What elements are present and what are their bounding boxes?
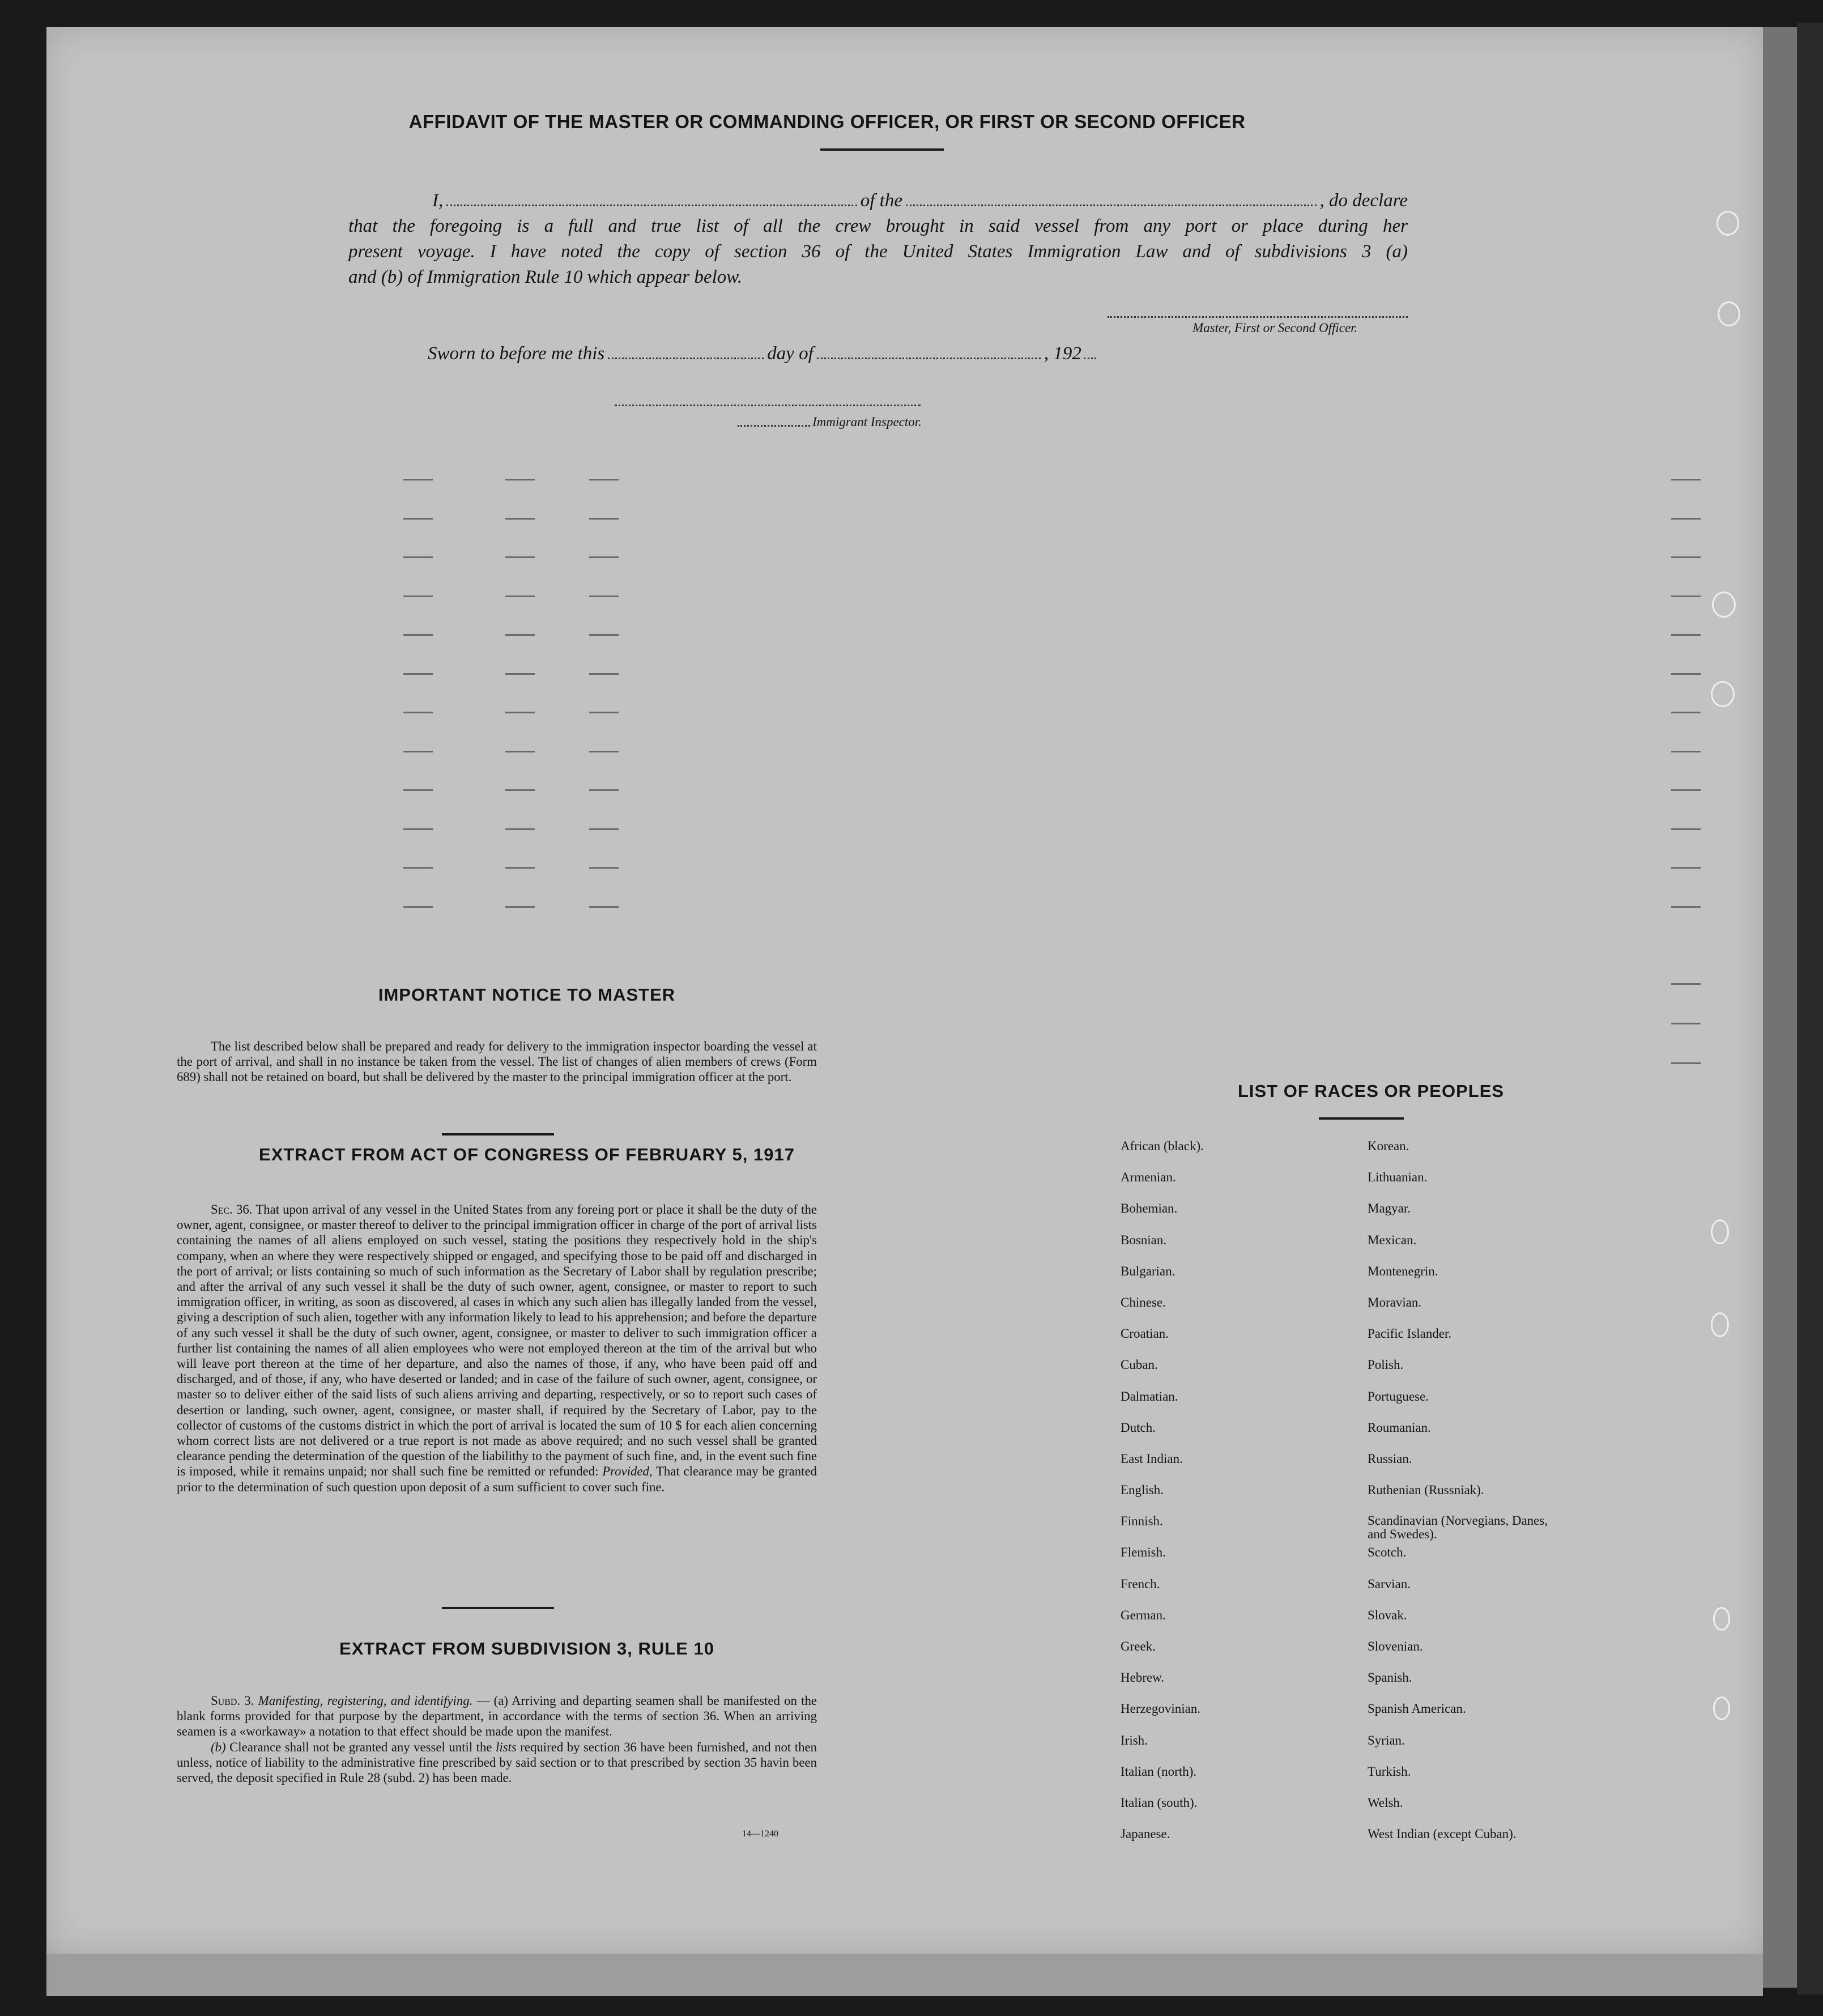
dash-mark bbox=[505, 751, 535, 752]
dash-mark bbox=[589, 789, 619, 791]
race-item: Italian (north). bbox=[1121, 1764, 1197, 1779]
dash-mark bbox=[589, 634, 619, 636]
race-item: Spanish American. bbox=[1368, 1702, 1466, 1716]
race-item: Bohemian. bbox=[1121, 1201, 1178, 1216]
provided-label: Provided, bbox=[602, 1464, 653, 1479]
dash-mark bbox=[589, 518, 619, 520]
dash-mark bbox=[1671, 906, 1701, 908]
dash-mark bbox=[1671, 751, 1701, 752]
affidavit-text-line: that the foregoing is a full and true list of all the crew brought in said vessel from any port or place during her bbox=[348, 216, 1408, 236]
notice-paragraph: The list described below shall be prepared and ready for delivery to the immigration inspector boarding the vessel at the port of arrival, and shall in no instance be taken from the vessel. The list of changes of alien members of crews (Form 689) shall not be retained on board, but shall be delivered by the master to the principal immigration officer at the port. bbox=[177, 1039, 817, 1084]
para-b-pre: Clearance shall not be granted any vessel until the bbox=[229, 1739, 492, 1754]
race-item: West Indian (except Cuban). bbox=[1368, 1827, 1517, 1841]
punch-hole-mark bbox=[1711, 1312, 1729, 1337]
dash-mark bbox=[403, 906, 433, 908]
race-item: Cuban. bbox=[1121, 1358, 1158, 1372]
race-item: Ruthenian (Russniak). bbox=[1368, 1483, 1484, 1498]
affidavit-of-label: of the bbox=[860, 190, 902, 211]
dash-mark bbox=[1671, 673, 1701, 675]
race-item: Croatian. bbox=[1121, 1326, 1169, 1341]
punch-hole-mark bbox=[1713, 1696, 1730, 1720]
sworn-year-label: , 192 bbox=[1043, 343, 1081, 364]
race-item: Dutch. bbox=[1121, 1420, 1156, 1435]
notice-title: IMPORTANT NOTICE TO MASTER bbox=[378, 985, 676, 1005]
dash-mark bbox=[589, 867, 619, 869]
dash-mark bbox=[505, 634, 535, 636]
vessel-name-field[interactable] bbox=[906, 191, 1317, 206]
dash-mark bbox=[1671, 867, 1701, 869]
dash-mark bbox=[403, 479, 433, 480]
act-extract-text bbox=[177, 1202, 817, 1495]
affidavit-text-line: present voyage. I have noted the copy of section 36 of the United States Immigration Law and of subdivisions 3 (a) bbox=[348, 241, 1408, 262]
sworn-day-field[interactable] bbox=[608, 344, 764, 359]
race-item: Syrian. bbox=[1368, 1733, 1405, 1747]
section-rule bbox=[442, 1607, 554, 1609]
dash-mark bbox=[1671, 712, 1701, 713]
section-rule bbox=[442, 1133, 554, 1135]
races-right-column bbox=[1368, 1139, 1605, 1858]
affidavit-declaration-line bbox=[348, 188, 1408, 214]
punch-hole-mark bbox=[1713, 1607, 1730, 1631]
race-item: Welsh. bbox=[1368, 1795, 1403, 1810]
dash-mark bbox=[403, 518, 433, 520]
sworn-prefix: Sworn to before me this bbox=[428, 343, 605, 364]
inspector-signature-field[interactable] bbox=[615, 403, 921, 406]
dash-mark bbox=[589, 596, 619, 597]
section-label: Sec. 36. bbox=[211, 1202, 253, 1217]
dash-mark bbox=[403, 712, 433, 713]
dash-mark bbox=[1671, 789, 1701, 791]
form-number: 14—1240 bbox=[742, 1829, 778, 1839]
dash-mark bbox=[505, 712, 535, 713]
sworn-day-label: day of bbox=[767, 343, 813, 364]
race-item: East Indian. bbox=[1121, 1451, 1183, 1466]
para-b-label: (b) bbox=[211, 1739, 226, 1754]
scan-border bbox=[1797, 23, 1823, 1994]
dash-mark bbox=[505, 596, 535, 597]
race-item: Slovak. bbox=[1368, 1607, 1407, 1622]
act-extract-paragraph bbox=[177, 1202, 817, 1495]
race-item: Bulgarian. bbox=[1121, 1264, 1175, 1278]
rule-extract-text bbox=[177, 1693, 817, 1785]
race-item: Magyar. bbox=[1368, 1201, 1411, 1216]
race-item: German. bbox=[1121, 1607, 1166, 1622]
subd-text-a: — (a) Arriving and departing seamen shall be manifested on the blank forms provided for that purpose by the department, in accordance with the terms of section 36. When an arriving seamen is a «workaway» a notation to that effect should be made upon the manifest. bbox=[177, 1694, 817, 1739]
title-rule bbox=[820, 148, 944, 151]
dash-mark bbox=[403, 634, 433, 636]
page-edge-band bbox=[1763, 27, 1797, 1988]
dash-mark bbox=[505, 518, 535, 520]
race-item: Herzegovinian. bbox=[1121, 1702, 1201, 1716]
dash-mark bbox=[1671, 479, 1701, 480]
race-item: Bosnian. bbox=[1121, 1232, 1167, 1247]
dash-mark bbox=[589, 906, 619, 908]
races-left-column bbox=[1121, 1139, 1347, 1858]
race-item: French. bbox=[1121, 1576, 1160, 1591]
dash-mark bbox=[1671, 983, 1701, 985]
race-item: Pacific Islander. bbox=[1368, 1326, 1452, 1341]
rule-extract-title: EXTRACT FROM SUBDIVISION 3, RULE 10 bbox=[339, 1639, 714, 1658]
section-text: That upon arrival of any vessel in the United States from any foreing port or place it shall be the duty of the owner, agent, consignee, or master thereof to deliver to the principal immigration officer in charge of the port of arrival lists containing the names of all aliens employed on such vessel, stating the positions they respectively hold in the ship's company, when an where they were respectively shipped or engaged, and specifying those to be paid off and discharged in the port of arrival; or lists containing so much of such information as the Secretary of Labor shall by regulation prescribe; and after the arrival of any such vessel it shall be the duty of such owner, agent, consignee, or master to report to such immigration officer, in writing, as soon as discovered, al cases in which any such alien has illegally landed from the vessel, giving a description of such alien, together with any information likely to lead to his apprehension; and before the departure of any such vessel it shall be the duty of such owner, agent, consignee, or master to deliver to such immigration officer a further list containing the names of all alien employees who were not employed thereon at the tim of the arrival but who will leave port thereon at the time of her departure, and also the names of those, if any, who have been paid off and discharged, and of those, if any, who have deserted or landed; and in case of the failure of such owner, agent, consignee, or master so to deliver either of the said lists of such aliens arriving and departing, respectively, or so to report such cases of desertion or landing, such owner, agent, consignee, or master shall, if required by the Secretary of Labor, pay to the collector of customs of the customs district in which the port of arrival is located the sum of 10 $ for each alien concerning whom correct lists are not delivered or a true report is not made as above required; and no such vessel shall be granted clearance pending the determination of the question of the liabilithy to the payment of such fine, and, in the event such fine is imposed, while it remains unpaid; nor shall such fine be remitted or refunded: bbox=[177, 1202, 817, 1479]
dash-mark bbox=[589, 828, 619, 830]
race-item: Chinese. bbox=[1121, 1295, 1166, 1309]
race-item: Armenian. bbox=[1121, 1170, 1176, 1185]
dash-mark bbox=[589, 479, 619, 480]
name-field[interactable] bbox=[446, 191, 857, 206]
punch-hole-mark bbox=[1716, 211, 1739, 236]
race-item: Finnish. bbox=[1121, 1514, 1163, 1529]
inspector-label: Immigrant Inspector. bbox=[812, 415, 922, 429]
dash-mark bbox=[1671, 1062, 1701, 1064]
dash-mark bbox=[589, 556, 619, 558]
act-extract-title: EXTRACT FROM ACT OF CONGRESS OF FEBRUARY 5, 1917 bbox=[259, 1145, 795, 1164]
punch-hole-mark bbox=[1711, 1219, 1729, 1244]
race-item: Greek. bbox=[1121, 1639, 1156, 1653]
inspector-signature-prefix-dots bbox=[738, 424, 810, 427]
dash-mark bbox=[505, 479, 535, 480]
dash-mark bbox=[1671, 828, 1701, 830]
subd-label: Subd. 3. bbox=[211, 1694, 254, 1708]
dash-mark bbox=[505, 906, 535, 908]
dash-mark bbox=[403, 789, 433, 791]
master-signature-field[interactable] bbox=[1108, 315, 1408, 318]
master-signature-label: Master, First or Second Officer. bbox=[1192, 321, 1358, 335]
dash-mark bbox=[403, 867, 433, 869]
affidavit-text-line: and (b) of Immigration Rule 10 which appear below. bbox=[348, 267, 743, 287]
race-item: Japanese. bbox=[1121, 1827, 1170, 1841]
dash-mark bbox=[403, 596, 433, 597]
dash-mark bbox=[403, 556, 433, 558]
race-item: Lithuanian. bbox=[1368, 1170, 1428, 1185]
race-item: Turkish. bbox=[1368, 1764, 1411, 1779]
dash-mark bbox=[1671, 1023, 1701, 1024]
dash-mark bbox=[1671, 634, 1701, 636]
para-b-lists: lists bbox=[496, 1739, 517, 1754]
race-item: Korean. bbox=[1368, 1139, 1409, 1153]
punch-hole-mark bbox=[1718, 301, 1740, 326]
affidavit-body bbox=[348, 188, 1408, 290]
sworn-month-field[interactable] bbox=[817, 344, 1041, 359]
punch-hole-mark bbox=[1712, 592, 1736, 618]
para-b-post: required by section 36 have been furnished, and not then unless, notice of liability to the administrative fine prescribed by said section or to that prescribed by section 35 havin been served, the deposit specified in Rule 28 (subd. 2) has been made. bbox=[177, 1739, 817, 1785]
affidavit-i-label: I, bbox=[432, 190, 444, 211]
race-item: Moravian. bbox=[1368, 1295, 1422, 1309]
race-item: Hebrew. bbox=[1121, 1670, 1165, 1685]
race-item: Polish. bbox=[1368, 1358, 1404, 1372]
races-title-rule bbox=[1319, 1117, 1404, 1120]
notice-text bbox=[177, 1039, 817, 1085]
race-item: African (black). bbox=[1121, 1139, 1204, 1153]
race-item: Scandinavian (Norvegians, Danes, and Swedes). bbox=[1368, 1513, 1548, 1542]
dash-mark bbox=[1671, 518, 1701, 520]
dash-mark bbox=[589, 712, 619, 713]
dash-mark bbox=[403, 673, 433, 675]
dash-mark bbox=[589, 751, 619, 752]
races-title: LIST OF RACES OR PEOPLES bbox=[1237, 1081, 1505, 1101]
sworn-line bbox=[428, 343, 1141, 368]
dash-mark bbox=[589, 673, 619, 675]
race-item: Roumanian. bbox=[1368, 1420, 1431, 1435]
dash-mark bbox=[505, 828, 535, 830]
dash-mark bbox=[505, 556, 535, 558]
race-item: Dalmatian. bbox=[1121, 1389, 1178, 1403]
page-bottom-strip bbox=[46, 1954, 1763, 1996]
race-item: Montenegrin. bbox=[1368, 1264, 1438, 1278]
dash-mark bbox=[505, 867, 535, 869]
dash-mark bbox=[505, 789, 535, 791]
race-item: Scotch. bbox=[1368, 1545, 1407, 1560]
rule-paragraph-a bbox=[177, 1693, 817, 1739]
race-item: Slovenian. bbox=[1368, 1639, 1423, 1653]
race-item: Flemish. bbox=[1121, 1545, 1166, 1560]
race-item: Irish. bbox=[1121, 1733, 1148, 1747]
dash-mark bbox=[403, 828, 433, 830]
race-item: Portuguese. bbox=[1368, 1389, 1429, 1403]
sworn-year-field[interactable] bbox=[1084, 344, 1096, 359]
punch-hole-mark bbox=[1711, 681, 1735, 707]
dash-mark bbox=[403, 751, 433, 752]
race-item: Mexican. bbox=[1368, 1232, 1417, 1247]
affidavit-declare-label: , do declare bbox=[1319, 190, 1408, 211]
race-item: Russian. bbox=[1368, 1451, 1412, 1466]
race-item: Spanish. bbox=[1368, 1670, 1412, 1685]
subd-heading: Manifesting, registering, and identifying. bbox=[258, 1694, 473, 1708]
race-item: English. bbox=[1121, 1483, 1164, 1498]
race-item: Italian (south). bbox=[1121, 1795, 1198, 1810]
provided-text: That clearance may be granted prior to the determination of such question upon deposit of a sum sufficient to cover such fine. bbox=[177, 1464, 817, 1494]
affidavit-title: AFFIDAVIT OF THE MASTER OR COMMANDING OFFICER, OR FIRST OR SECOND OFFICER bbox=[408, 111, 1246, 132]
rule-paragraph-b bbox=[177, 1739, 817, 1786]
dash-mark bbox=[1671, 596, 1701, 597]
dash-mark bbox=[505, 673, 535, 675]
race-item: Sarvian. bbox=[1368, 1576, 1411, 1591]
dash-mark bbox=[1671, 556, 1701, 558]
